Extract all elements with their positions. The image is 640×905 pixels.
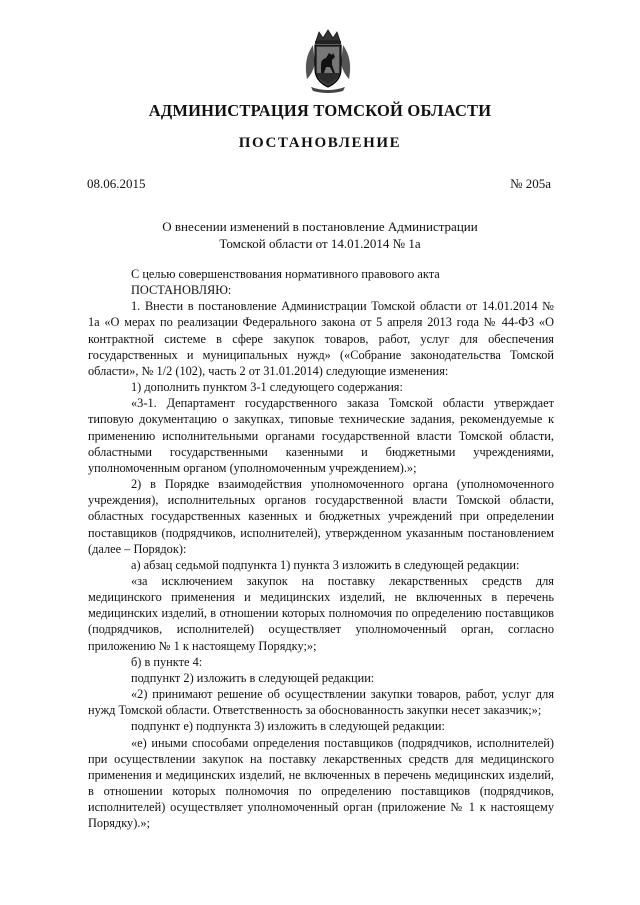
sub-item-1-text: «3-1. Департамент государственного заказа Томской области утверждает типовую документацию о закупках, типовые технические задания, рекомендуемые к применению исполнительными органами государственной власти Томской области, областными государственными казенными и бюджетными учреждениями, уполномоченным органом (уполномоченным учреждением).»; [88, 396, 554, 475]
sub-item-2a-text: «за исключением закупок на поставку лекарственных средств для медицинского применения и медицинских изделий, не включенных в перечень медицинских изделий, в отношении которых полномочия по определению поставщиков (подрядчиков, исполнителей) осуществляет уполномоченный орган, согласно приложению № 1 к настоящему Порядку;»; [88, 573, 554, 653]
item-1-paragraph: 1. Внести в постановление Администрации Томской области от 14.01.2014 № 1а «О мерах по реализации Федерального закона от 5 апреля 2013 года № 44-ФЗ «О контрактной системе в сфере закупок товаров, работ, услуг для обеспечения государственных и муниципальных нужд» («Собрание законодательства Томской области», № 1/2 (102), часть 2 от 31.01.2014) следующие изменения: [88, 299, 554, 378]
document-subject [0, 219, 640, 252]
tomsk-coat-of-arms-icon [299, 29, 357, 93]
sub-item-2b-e: подпункт е) подпункта 3) изложить в следующей редакции: [131, 719, 445, 734]
subject-line-1: О внесении изменений в постановление Администрации [162, 219, 478, 234]
sub-item-2b-e-text: «е) иными способами определения поставщиков (подрядчиков, исполнителей) при осуществлении закупок на поставку лекарственных средств для медицинского применения и медицинских изделий, не включенных в перечень медицинских изделий, в отношении которых полномочия по определению поставщиков (подрядчиков, исполнителей) осуществляет уполномоченный орган (приложение № 1 к настоящему Порядку).»; [88, 735, 554, 831]
sub-item-2b-p2-text: «2) принимают решение об осуществлении закупки товаров, работ, услуг для нужд Томской области. Ответственность за обоснованность закупки несет заказчик;»; [88, 687, 554, 718]
decree-paragraph: ПОСТАНОВЛЯЮ: [131, 283, 232, 298]
purpose-paragraph: С целью совершенствования нормативного правового акта [131, 267, 440, 281]
document-body [88, 266, 554, 831]
sub-item-2a: а) абзац седьмой подпункта 1) пункта 3 изложить в следующей редакции: [131, 557, 520, 572]
sub-item-2b-p2: подпункт 2) изложить в следующей редакции: [131, 670, 375, 685]
sub-item-2b: б) в пункте 4: [131, 654, 203, 669]
document-number: № 205а [510, 176, 551, 191]
sub-item-2: 2) в Порядке взаимодействия уполномоченного органа (уполномоченного учреждения), исполнительных органов государственной власти Томской области, областных государственных казенных и бюджетных учреждений при определении поставщиков (подрядчиков, исполнителей), утвержденном указанным постановлением (далее – Порядок): [88, 477, 554, 556]
subject-line-2: Томской области от 14.01.2014 № 1а [219, 235, 421, 251]
organization-title: АДМИНИСТРАЦИЯ ТОМСКОЙ ОБЛАСТИ [148, 101, 492, 120]
sub-item-1: 1) дополнить пунктом 3-1 следующего содержания: [131, 380, 403, 395]
document-type: ПОСТАНОВЛЕНИЕ [238, 135, 402, 151]
document-date: 08.06.2015 [87, 176, 146, 191]
